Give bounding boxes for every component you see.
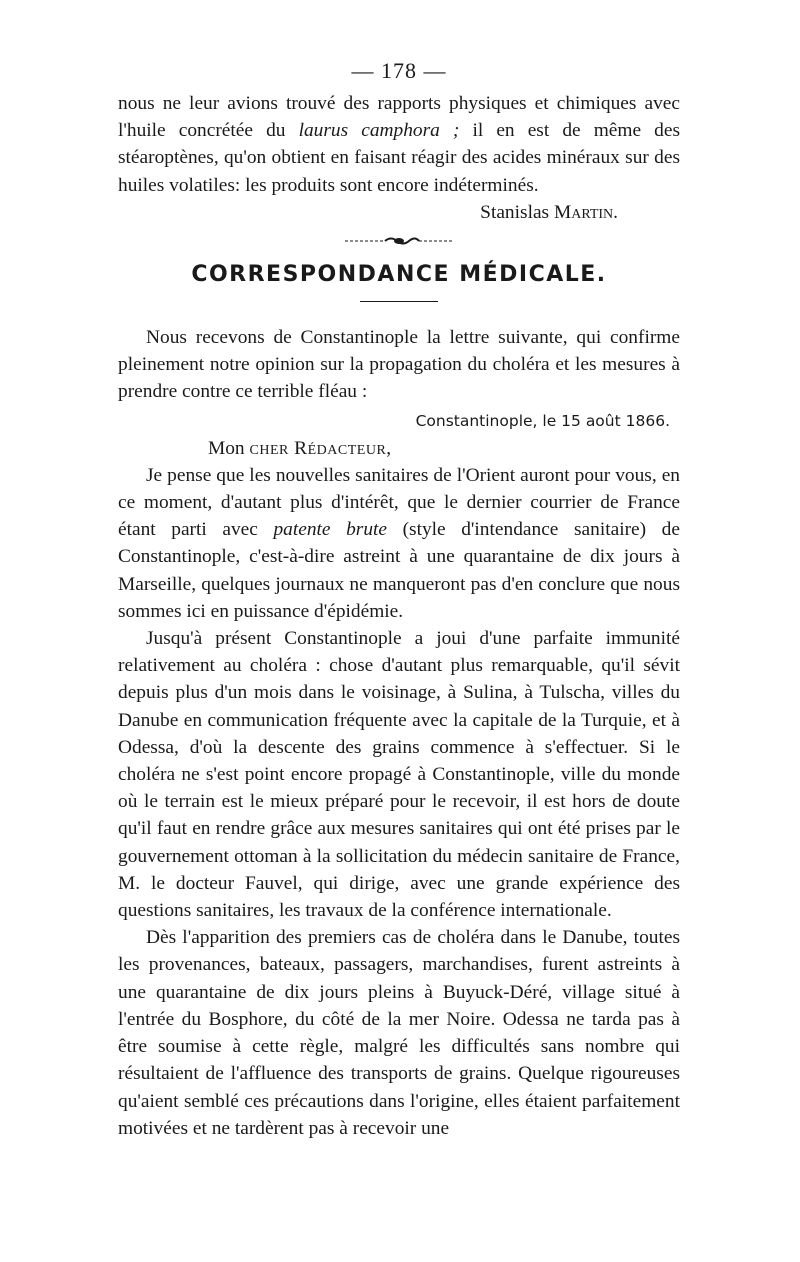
- letter-paragraph-2: Jusqu'à présent Constantinople a joui d'une parfaite immunité relativement au choléra : chose d'autant plus remarquable, qu'il sévit depuis plus d'un mois dans le voisinage, à Sulina, à Tulscha, villes du Danube en communication fréquente avec la capitale de la Turquie, et à Odessa, d'où la descente des grains commence à s'effectuer. Si le choléra ne s'est point encore propagé à Constantinople, ville du monde où le terrain est le mieux préparé pour le recevoir, il est hors de doute qu'il faut en rendre grâce aux mesures sanitaires qui ont été prises par le gouvernement ottoman à la sollicitation du médecin sanitaire de France, M. le docteur Fauvel, qui dirige, avec une grande expérience des questions sanitaires, les travaux de la conférence internationale.: [118, 628, 680, 922]
- section-title: CORRESPONDANCE MÉDICALE.: [191, 262, 607, 288]
- book-page: [118, 58, 680, 1142]
- continuation-paragraph: [118, 90, 680, 199]
- letter-p1-text-2: (style d'intendance sanitaire) de Constantinople, c'est-à-dire astreint à une quarantaine de dix jours à Marseille, quelques journaux ne manqueront pas d'en conclure que nous sommes ici en puissance d'épidémie.: [118, 519, 680, 622]
- salutation-rest: cher Rédacteur,: [249, 437, 392, 459]
- letter-p1-italic: patente brute: [273, 519, 388, 541]
- letter-dateline: Constantinople, le 15 août 1866.: [415, 411, 670, 430]
- letter-p1-text-1: Je pense que les nouvelles sanitaires de l'Orient auront pour vous, en ce moment, d'autant plus d'intérêt, que le dernier courrier de France étant parti avec: [118, 464, 680, 541]
- ornament-divider: [118, 228, 680, 254]
- ornament-flourish-icon: [339, 234, 459, 248]
- continuation-italic: laurus camphora ;: [298, 120, 460, 142]
- page-number: — 178 —: [351, 58, 447, 83]
- signature-last-name: Martin.: [553, 201, 618, 223]
- letter-paragraph-1: [118, 462, 680, 625]
- continuation-text-2: il en est de même des stéaroptènes, qu'on obtient en faisant réagir des acides minéraux sur des huiles volatiles: les produits sont encore indéterminés.: [118, 120, 681, 196]
- continuation-text-1: nous ne leur avions trouvé des rapports physiques et chimiques avec l'huile concrétée du: [118, 93, 680, 142]
- intro-paragraph: Nous recevons de Constantinople la lettre suivante, qui confirme pleinement notre opinion sur la propagation du choléra et les mesures à prendre contre ce terrible fléau :: [118, 327, 680, 403]
- author-signature: [118, 199, 618, 226]
- title-rule: [360, 301, 438, 302]
- signature-first-name: Stanislas: [480, 201, 550, 223]
- letter-paragraph-3: Dès l'apparition des premiers cas de choléra dans le Danube, toutes les provenances, bateaux, passagers, marchandises, furent astreints à une quarantaine de dix jours pleins à Buyuck-Déré, village situé à l'entrée du Bosphore, du côté de la mer Noire. Odessa ne tarda pas à être soumise à cette règle, malgré les difficultés sans nombre qui résultaient de l'affluence des transports de grains. Quelque rigoureuses qu'aient semblé ces précautions dans l'origine, elles étaient parfaitement motivées et ne tardèrent pas à recevoir une: [118, 927, 680, 1139]
- letter-salutation: [208, 435, 680, 462]
- salutation-first: Mon: [208, 437, 245, 459]
